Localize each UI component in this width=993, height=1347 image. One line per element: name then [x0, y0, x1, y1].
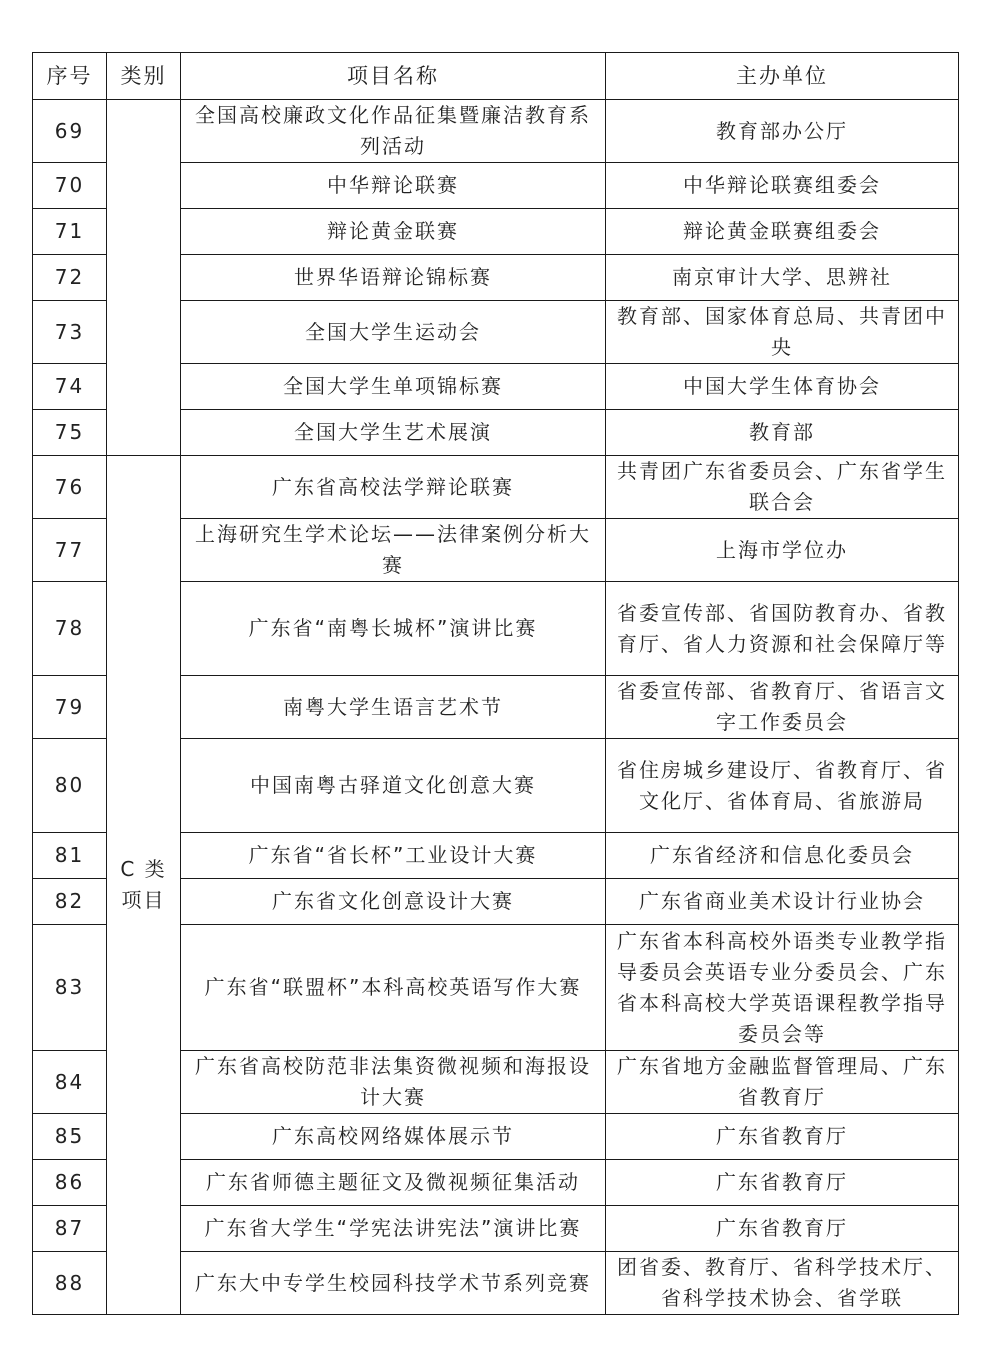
- organizer: 省委宣传部、省教育厅、省语言文字工作委员会: [606, 676, 959, 739]
- project-name: 广东大中专学生校园科技学术节系列竞赛: [181, 1252, 606, 1315]
- project-name: 世界华语辩论锦标赛: [181, 255, 606, 301]
- row-number: 74: [33, 364, 107, 410]
- project-name: 全国高校廉政文化作品征集暨廉洁教育系列活动: [181, 100, 606, 163]
- organizer: 中华辩论联赛组委会: [606, 163, 959, 209]
- row-number: 82: [33, 879, 107, 925]
- project-table: [32, 52, 959, 1315]
- project-name: 上海研究生学术论坛——法律案例分析大赛: [181, 519, 606, 582]
- row-number: 83: [33, 925, 107, 1051]
- row-number: 79: [33, 676, 107, 739]
- row-number: 77: [33, 519, 107, 582]
- row-number: 69: [33, 100, 107, 163]
- organizer: 教育部、国家体育总局、共青团中央: [606, 301, 959, 364]
- organizer: 广东省商业美术设计行业协会: [606, 879, 959, 925]
- organizer: 广东省经济和信息化委员会: [606, 833, 959, 879]
- row-number: 81: [33, 833, 107, 879]
- row-number: 87: [33, 1206, 107, 1252]
- header-project: 项目名称: [181, 53, 606, 100]
- project-name: 广东省文化创意设计大赛: [181, 879, 606, 925]
- organizer: 南京审计大学、思辨社: [606, 255, 959, 301]
- project-name: 广东省“南粤长城杯”演讲比赛: [181, 582, 606, 676]
- organizer: 广东省教育厅: [606, 1114, 959, 1160]
- organizer: 上海市学位办: [606, 519, 959, 582]
- organizer: 省委宣传部、省国防教育办、省教育厅、省人力资源和社会保障厅等: [606, 582, 959, 676]
- organizer: 教育部办公厅: [606, 100, 959, 163]
- header-row: [33, 53, 959, 100]
- organizer: 辩论黄金联赛组委会: [606, 209, 959, 255]
- project-name: 全国大学生单项锦标赛: [181, 364, 606, 410]
- table-row: [33, 456, 959, 519]
- project-name: 南粤大学生语言艺术节: [181, 676, 606, 739]
- organizer: 广东省教育厅: [606, 1206, 959, 1252]
- header-organizer: 主办单位: [606, 53, 959, 100]
- project-name: 广东省师德主题征文及微视频征集活动: [181, 1160, 606, 1206]
- organizer: 广东省本科高校外语类专业教学指导委员会英语专业分委员会、广东省本科高校大学英语课程教学指导委员会等: [606, 925, 959, 1051]
- organizer: 广东省地方金融监督管理局、广东省教育厅: [606, 1051, 959, 1114]
- row-number: 80: [33, 739, 107, 833]
- project-name: 广东高校网络媒体展示节: [181, 1114, 606, 1160]
- row-number: 84: [33, 1051, 107, 1114]
- project-name: 辩论黄金联赛: [181, 209, 606, 255]
- project-name: 广东省“联盟杯”本科高校英语写作大赛: [181, 925, 606, 1051]
- row-number: 70: [33, 163, 107, 209]
- row-number: 78: [33, 582, 107, 676]
- row-number: 72: [33, 255, 107, 301]
- project-name: 广东省高校防范非法集资微视频和海报设计大赛: [181, 1051, 606, 1114]
- row-number: 73: [33, 301, 107, 364]
- row-number: 88: [33, 1252, 107, 1315]
- category-label-line1: C 类: [120, 857, 167, 881]
- row-number: 76: [33, 456, 107, 519]
- table-row: [33, 100, 959, 163]
- row-number: 75: [33, 410, 107, 456]
- organizer: 教育部: [606, 410, 959, 456]
- project-name: 广东省“省长杯”工业设计大赛: [181, 833, 606, 879]
- project-name: 中国南粤古驿道文化创意大赛: [181, 739, 606, 833]
- project-name: 全国大学生运动会: [181, 301, 606, 364]
- organizer: 省住房城乡建设厅、省教育厅、省文化厅、省体育局、省旅游局: [606, 739, 959, 833]
- row-number: 71: [33, 209, 107, 255]
- category-label-line2: 项目: [121, 888, 166, 912]
- category-cell: [107, 456, 181, 1315]
- project-name: 广东省高校法学辩论联赛: [181, 456, 606, 519]
- row-number: 85: [33, 1114, 107, 1160]
- project-name: 中华辩论联赛: [181, 163, 606, 209]
- project-name: 全国大学生艺术展演: [181, 410, 606, 456]
- category-cell-blank: [107, 100, 181, 456]
- row-number: 86: [33, 1160, 107, 1206]
- header-category: 类别: [107, 53, 181, 100]
- organizer: 广东省教育厅: [606, 1160, 959, 1206]
- organizer: 共青团广东省委员会、广东省学生联合会: [606, 456, 959, 519]
- organizer: 中国大学生体育协会: [606, 364, 959, 410]
- header-no: 序号: [33, 53, 107, 100]
- project-name: 广东省大学生“学宪法讲宪法”演讲比赛: [181, 1206, 606, 1252]
- organizer: 团省委、教育厅、省科学技术厅、省科学技术协会、省学联: [606, 1252, 959, 1315]
